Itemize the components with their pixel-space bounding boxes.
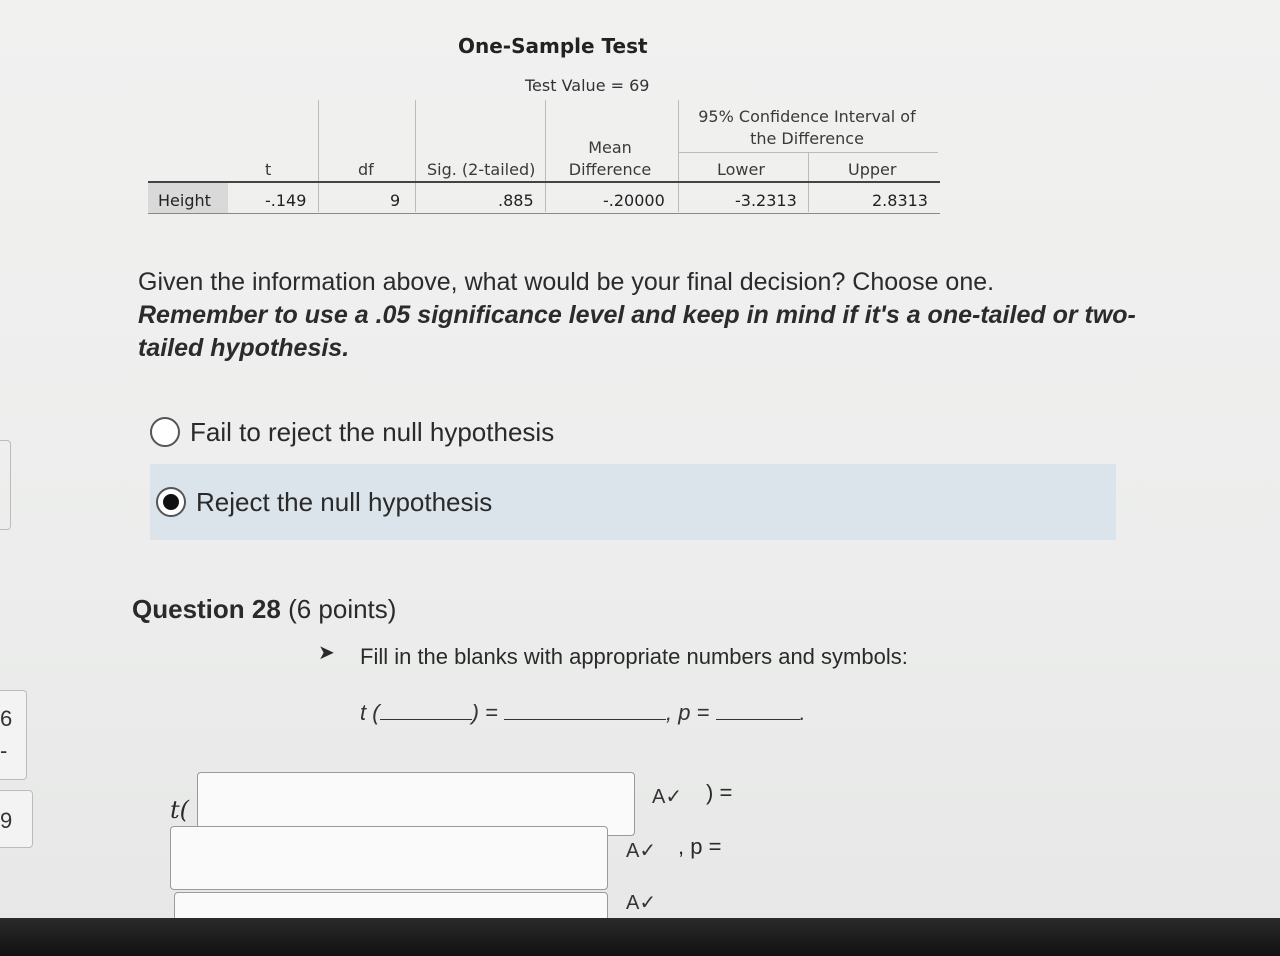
cell-t: -.149 xyxy=(265,191,307,210)
option-label: Fail to reject the null hypothesis xyxy=(190,416,555,447)
edge-fragment: 6 xyxy=(0,706,13,731)
table-title: One-Sample Test xyxy=(458,34,648,58)
cursor-arrow-icon: ➤ xyxy=(318,642,335,664)
edge-fragment: 9 xyxy=(0,808,13,833)
question-emphasis: Remember to use a .05 significance level and keep in mind if it's a one-tailed or two-tailed hypothesis. xyxy=(138,301,1136,362)
cell-upper: 2.8313 xyxy=(872,191,928,210)
col-df: df xyxy=(358,160,374,179)
col-t: t xyxy=(265,160,272,179)
option-reject[interactable] xyxy=(150,464,1116,540)
radio-button[interactable] xyxy=(150,417,180,447)
spellcheck-icon[interactable]: A✓ xyxy=(626,840,657,862)
question-27-prompt xyxy=(138,266,1138,365)
p-label: , p = xyxy=(678,834,722,859)
cell-lower: -3.2313 xyxy=(735,191,797,210)
col-sig: Sig. (2-tailed) xyxy=(427,160,536,179)
spellcheck-icon[interactable]: A✓ xyxy=(626,892,657,914)
ci-header: 95% Confidence Interval of the Difference xyxy=(698,107,916,148)
spellcheck-icon[interactable]: A✓ xyxy=(652,786,683,808)
left-panel-edge xyxy=(0,690,27,780)
radio-button-selected[interactable] xyxy=(156,487,186,517)
question-text: Given the information above, what would be your final decision? Choose one. xyxy=(138,268,995,296)
option-label: Reject the null hypothesis xyxy=(196,486,493,517)
test-value: Test Value = 69 xyxy=(525,76,650,95)
option-fail-to-reject[interactable] xyxy=(150,394,554,470)
fill-instruction: Fill in the blanks with appropriate numbers and symbols: xyxy=(360,644,908,669)
row-label-height: Height xyxy=(158,191,211,210)
col-lower: Lower xyxy=(717,160,765,179)
question-28-header xyxy=(132,594,396,625)
cell-sig: .885 xyxy=(498,191,534,210)
t-prefix: t( xyxy=(170,796,190,824)
col-mean-diff: Mean Difference xyxy=(568,138,652,179)
col-upper: Upper xyxy=(848,160,897,179)
monitor-bezel xyxy=(0,918,1280,956)
left-panel-edge-3 xyxy=(0,440,11,530)
close-eq-label: ) = xyxy=(706,780,733,805)
cell-mean-diff: -.20000 xyxy=(603,191,665,210)
question-points: (6 points) xyxy=(288,594,397,624)
t-value-input[interactable] xyxy=(170,826,608,890)
cell-df: 9 xyxy=(390,191,401,210)
formula-template: t ( ) = , p = . xyxy=(360,700,806,725)
question-number: Question 28 xyxy=(132,594,281,624)
edge-fragment: - xyxy=(0,738,8,763)
